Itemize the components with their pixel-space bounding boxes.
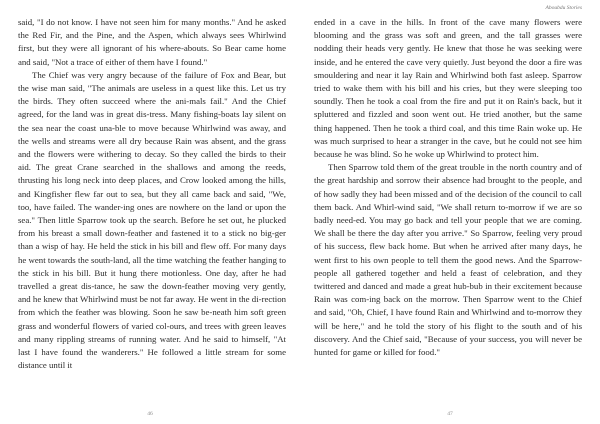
left-page-text <box>18 16 286 372</box>
page-number: 47 <box>447 411 453 417</box>
paragraph: ended in a cave in the hills. In front of the cave many flowers were blooming and the grass was soft and green, and the tall grasses were nodding their heads very gently. He knew that those he was seeking were inside, and he entered the cave very quietly. Just beyond the door a fire was smouldering and near it lay Rain and Whirlwind both fast asleep. Sparrow tried to wake them with his bill and his cries, but they were sleeping too soundly. Then he took a coal from the fire and put it on Rain's back, but it spluttered and fizzled and soon went out. He tried another, but the same thing happened. Then he took a third coal, and this time Rain woke up. He was much surprised to hear a stranger in the cave, but he could not see him because he was blind. So he woke up Whirlwind to protect him. <box>314 17 582 160</box>
running-head: Aboubdu Stories <box>545 5 582 11</box>
right-page-text <box>314 16 582 359</box>
right-page <box>300 0 600 424</box>
paragraph: Then Sparrow told them of the great trouble in the north country and of the great hardship and sorrow their absence had brought to the people, and of how sadly they had been missed and of the decision of the council to call them back. And Whirl-wind said, "We shall return to-morrow if we are so badly need-ed. You may go back and tell your people that we are coming. We shall be there the day after you arrive." So Sparrow, feeling very proud of his success, flew back home. But when he arrived after many days, he went first to his own people to tell them the good news. And the Sparrow-people all gathered together and held a feast of celebration, and they twittered and danced and made a great hub-bub in their excitement because Rain was com-ing back on the morrow. Then Sparrow went to the Chief and said, "Oh, Chief, I have found Rain and Whirlwind and to-morrow they will be here," and he told the story of his flight to the south and of his discovery. And the Chief said, "Because of your success, you will never be hunted for game or killed for food." <box>314 162 582 358</box>
page-number: 46 <box>147 411 153 417</box>
paragraph: The Chief was very angry because of the failure of Fox and Bear, but the wise man said, "The animals are useless in a quest like this. Let us try the birds. They often succeed where the ani-mals fail." And the Chief agreed, for the land was in great dis-tress. Many fishing-boats lay silent on the sea near the coast una-ble to move because Whirlwind was away, and the wells and streams were all dry because Rain was absent, and the grass and the flowers were withering to decay. So they called the birds to their aid. The great Crane searched in the shallows and among the reeds, thrusting his long neck into deep places, and Crow looked among the hills, and Kingfisher flew far out to sea, but they all came back and said, "We, too, have failed. The wander-ing ones are nowhere on the land or upon the sea." Then little Sparrow took up the search. Before he set out, he plucked from his breast a small down-feather and fastened it to a stick no big-ger than a wisp of hay. He held the stick in his bill and flew off. For many days he went towards the south-land, all the time watching the feather hanging to the stick in his bill. But it hung there motionless. One day, after he had travelled a great dis-tance, he saw the down-feather moving very gently, and he knew that Whirlwind must be not far away. He went in the di-rection from which the feather was blowing. Soon he saw be-neath him soft green grass and wonderful flowers of varied col-ours, and trees with green leaves and many rippling streams of running water. And he said to himself, "At last I have found the wanderers." He followed a little stream for some distance until it <box>18 69 286 371</box>
paragraph: said, "I do not know. I have not seen him for many months." And he asked the Red Fir, and the Pine, and the Aspen, which always sees Whirlwind first, but they were all ignorant of his where-abouts. So Bear came home and said, "Not a trace of either of them have I found." <box>18 17 286 67</box>
